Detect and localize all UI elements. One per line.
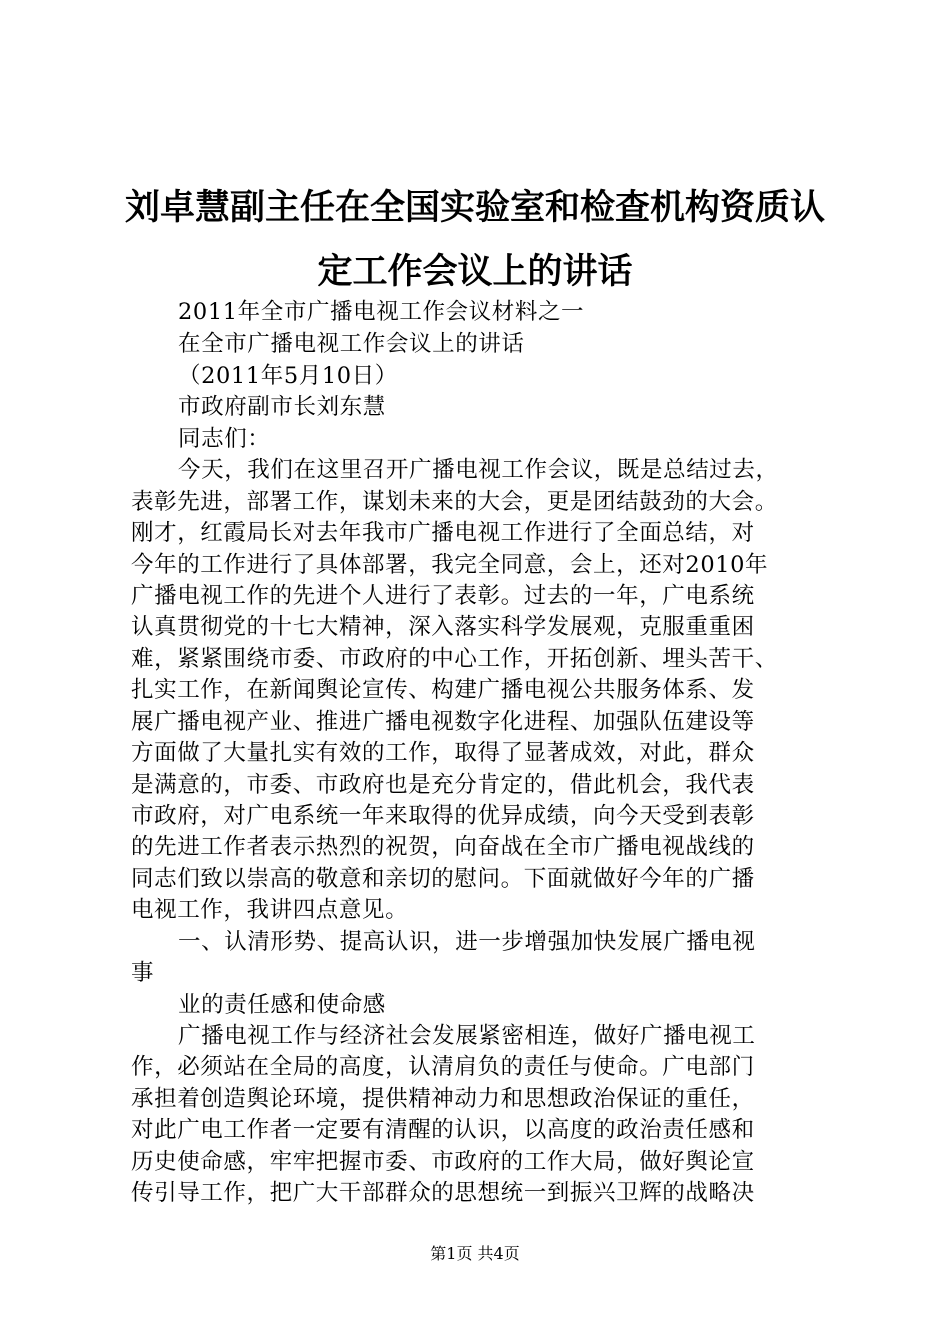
salutation-line: 同志们： (178, 426, 271, 452)
body-line: 电视工作，我讲四点意见。 (131, 897, 409, 923)
subtitle-line: 2011年全市广播电视工作会议材料之一 (178, 299, 585, 325)
section-heading-line: 一、认清形势、提高认识，进一步增强加快发展广播电视 (178, 929, 756, 955)
document-title-line-1: 刘卓慧副主任在全国实验室和检查机构资质认 (124, 188, 825, 228)
body-line: 作，必须站在全局的高度，认清肩负的责任与使命。广电部门 (131, 1054, 755, 1080)
speaker-line: 市政府副市长刘东慧 (178, 394, 386, 420)
date-line: （2011年5月10日） (178, 363, 398, 389)
document-title-line-2: 定工作会议上的讲话 (317, 252, 633, 292)
body-line: 广播电视工作与经济社会发展紧密相连，做好广播电视工 (178, 1023, 756, 1049)
page-number-footer: 第1页 共4页 (430, 1244, 520, 1263)
body-line: 传引导工作，把广大干部群众的思想统一到振兴卫辉的战略决 (131, 1180, 755, 1206)
body-line: 认真贯彻党的十七大精神，深入落实科学发展观，克服重重困 (131, 614, 755, 640)
body-line: 市政府，对广电系统一年来取得的优异成绩，向今天受到表彰 (131, 803, 755, 829)
body-line: 今年的工作进行了具体部署，我完全同意，会上，还对2010年 (131, 552, 769, 578)
body-line: 同志们致以崇高的敬意和亲切的慰问。下面就做好今年的广播 (131, 866, 755, 892)
body-line: 今天，我们在这里召开广播电视工作会议，既是总结过去， (178, 457, 779, 483)
section-heading-line: 事 (131, 960, 155, 986)
body-line: 扎实工作，在新闻舆论宣传、构建广播电视公共服务体系、发 (131, 677, 755, 703)
body-line: 难，紧紧围绕市委、市政府的中心工作，开拓创新、埋头苦干、 (131, 646, 778, 672)
body-line: 展广播电视产业、推进广播电视数字化进程、加强队伍建设等 (131, 709, 755, 735)
body-line: 历史使命感，牢牢把握市委、市政府的工作大局，做好舆论宣 (131, 1149, 755, 1175)
body-line: 方面做了大量扎实有效的工作，取得了显著成效，对此，群众 (131, 740, 755, 766)
body-line: 对此广电工作者一定要有清醒的认识，以高度的政治责任感和 (131, 1117, 755, 1143)
section-heading-line: 业的责任感和使命感 (178, 992, 386, 1018)
subtitle-line: 在全市广播电视工作会议上的讲话 (178, 331, 525, 357)
body-line: 广播电视工作的先进个人进行了表彰。过去的一年，广电系统 (131, 583, 755, 609)
body-line: 表彰先进，部署工作，谋划未来的大会，更是团结鼓劲的大会。 (131, 489, 778, 515)
body-line: 的先进工作者表示热烈的祝贺，向奋战在全市广播电视战线的 (131, 834, 755, 860)
body-line: 是满意的，市委、市政府也是充分肯定的，借此机会，我代表 (131, 772, 755, 798)
body-line: 刚才，红霞局长对去年我市广播电视工作进行了全面总结，对 (131, 520, 755, 546)
body-line: 承担着创造舆论环境，提供精神动力和思想政治保证的重任， (131, 1086, 755, 1112)
